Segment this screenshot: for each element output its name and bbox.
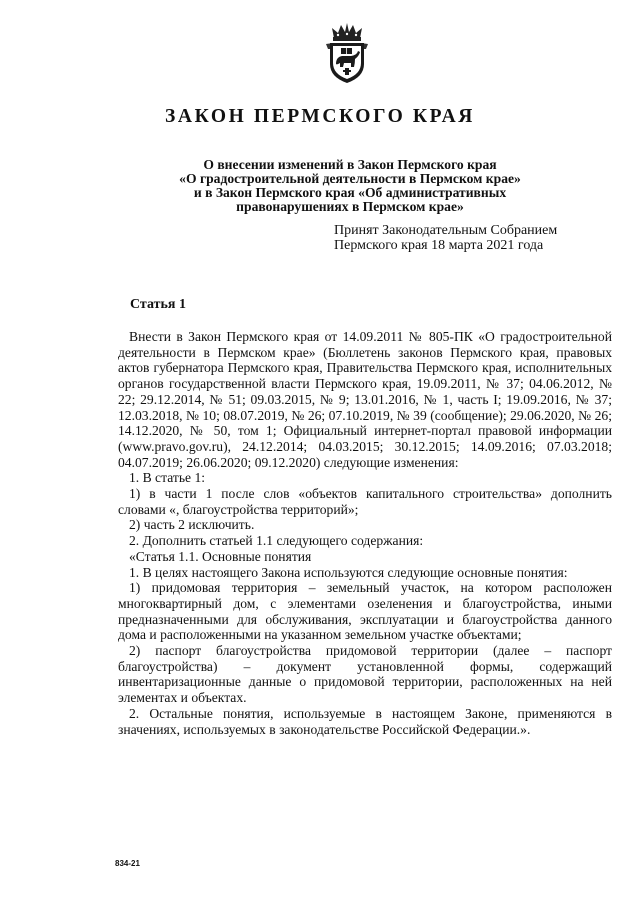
law-title: ЗАКОН ПЕРМСКОГО КРАЯ [165, 106, 475, 127]
paragraph: 1. В статье 1: [129, 470, 206, 486]
article-title: Статья 1 [130, 297, 186, 312]
adoption-line: Принят Законодательным Собранием [334, 223, 558, 238]
paragraph: 2. Дополнить статьей 1.1 следующего содержания: [129, 533, 424, 549]
subtitle-line: и в Закон Пермского края «Об административных [193, 185, 507, 200]
adoption-note [334, 223, 557, 253]
paragraph: «Статья 1.1. Основные понятия [129, 548, 312, 564]
coat-of-arms-icon [324, 22, 370, 84]
paragraph: 2. Остальные понятия, используемые в настоящем Законе, применяются в значениях, используемых в законодательстве Российской Федерации.». [118, 705, 612, 737]
document-code: 834-21 [115, 859, 140, 868]
subtitle-line: «О градостроительной деятельности в Пермском крае» [179, 171, 521, 186]
article-body [118, 329, 612, 737]
paragraph: 1) в части 1 после слов «объектов капитального строительства» дополнить словами «, благоустройства территорий»; [118, 486, 612, 517]
adoption-line: Пермского края 18 марта 2021 года [334, 238, 544, 253]
paragraph: 2) паспорт благоустройства придомовой территории (далее – паспорт благоустройства) – документ установленной формы, содержащий инвентаризационные данные о придомовой территории, расположенных на ней элементах и объектах. [118, 643, 612, 706]
paragraph: 2) часть 2 исключить. [129, 517, 255, 533]
paragraph: 1) придомовая территория – земельный участок, на котором расположен многоквартирный дом, с элементами озеленения и благоустройства, иными предназначенными для обслуживания, эксплуатации и благоустройства данного дома и расположенными на указанном земельном участке объектами; [118, 580, 612, 643]
subtitle-line: О внесении изменений в Закон Пермского края [203, 157, 497, 172]
law-subtitle [120, 158, 580, 214]
paragraph: Внести в Закон Пермского края от 14.09.2011 № 805-ПК «О градостроительной деятельности в Пермском крае» (Бюллетень законов Пермского края, правовых актов губернатора Пермского края, Правительства Пермского края, исполнительных органов государственной власти Пермского края, 19.09.2011, № 37; 04.06.2012, № 22; 29.12.2014, № 51; 09.03.2015, № 9; 13.01.2016, № 1, часть I; 19.09.2016, № 37; 12.03.2018, № 10; 08.07.2019, № 26; 07.10.2019, № 39 (сообщение); 29.06.2020, № 26; 14.12.2020, № 50, том 1; Официальный интернет-портал правовой информации (www.pravo.gov.ru), 24.12.2014; 04.03.2015; 30.12.2015; 14.09.2016; 07.03.2018; 04.07.2019; 26.06.2020; 09.12.2020) следующие изменения: [118, 329, 612, 470]
paragraph: 1. В целях настоящего Закона используются следующие основные понятия: [129, 564, 568, 580]
subtitle-line: правонарушениях в Пермском крае» [236, 199, 464, 214]
